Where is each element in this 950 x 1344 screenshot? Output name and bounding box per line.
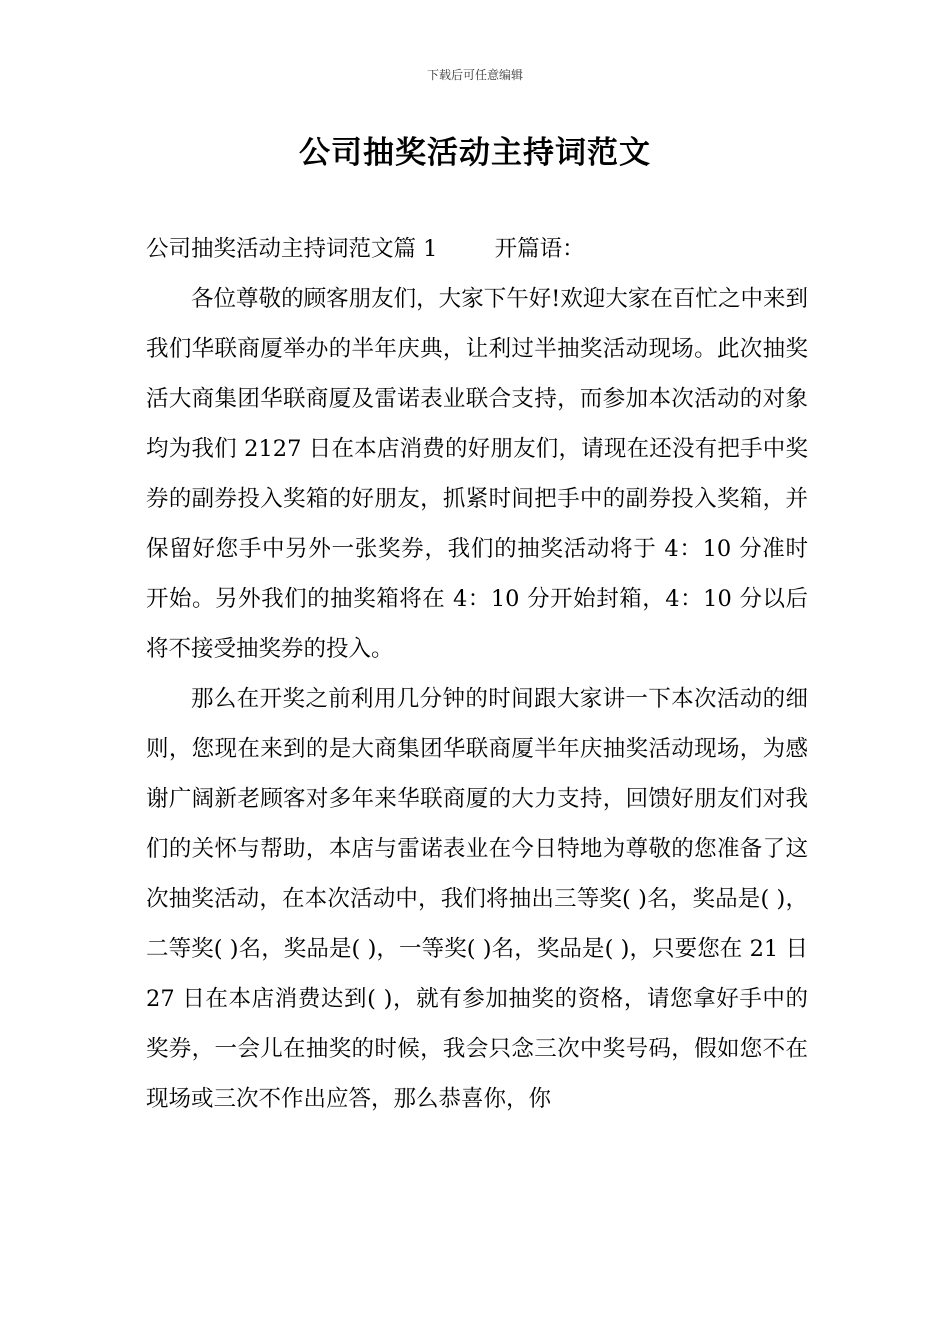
- header-note: 下载后可任意编辑: [426, 68, 523, 82]
- section-heading-line: [146, 224, 808, 274]
- document-title: 公司抽奖活动主持词范文: [299, 135, 651, 171]
- section-heading: 公司抽奖活动主持词范文篇 1: [146, 236, 438, 262]
- document-body: [146, 224, 808, 1124]
- paragraph-welcome: 各位尊敬的顾客朋友们，大家下午好!欢迎大家在百忙之中来到我们华联商厦举办的半年庆典，让利过半抽奖活动现场。此次抽奖活大商集团华联商厦及雷诺表业联合支持，而参加本次活动的对象均为我们 2127 日在本店消费的好朋友们，请现在还没有把手中奖券的副券投入奖箱的好朋友，抓紧时间把手中的副券投入奖箱，并保留好您手中另外一张奖券，我们的抽奖活动将于 4：10 分准时开始。另外我们的抽奖箱将在 4：10 分开始封箱，4：10 分以后将不接受抽奖券的投入。: [146, 286, 808, 662]
- paragraph-rules: 那么在开奖之前利用几分钟的时间跟大家讲一下本次活动的细则，您现在来到的是大商集团华联商厦半年庆抽奖活动现场，为感谢广阔新老顾客对多年来华联商厦的大力支持，回馈好朋友们对我们的关怀与帮助，本店与雷诺表业在今日特地为尊敬的您准备了这次抽奖活动，在本次活动中，我们将抽出三等奖( )名，奖品是( )，二等奖( )名，奖品是( )，一等奖( )名，奖品是( )，只要您在 21 日 27 日在本店消费达到( )，就有参加抽奖的资格，请您拿好手中的奖券，一会儿在抽奖的时候，我会只念三次中奖号码，假如您不在现场或三次不作出应答，那么恭喜你，你: [146, 686, 808, 1112]
- section-subheading: 开篇语：: [494, 236, 585, 262]
